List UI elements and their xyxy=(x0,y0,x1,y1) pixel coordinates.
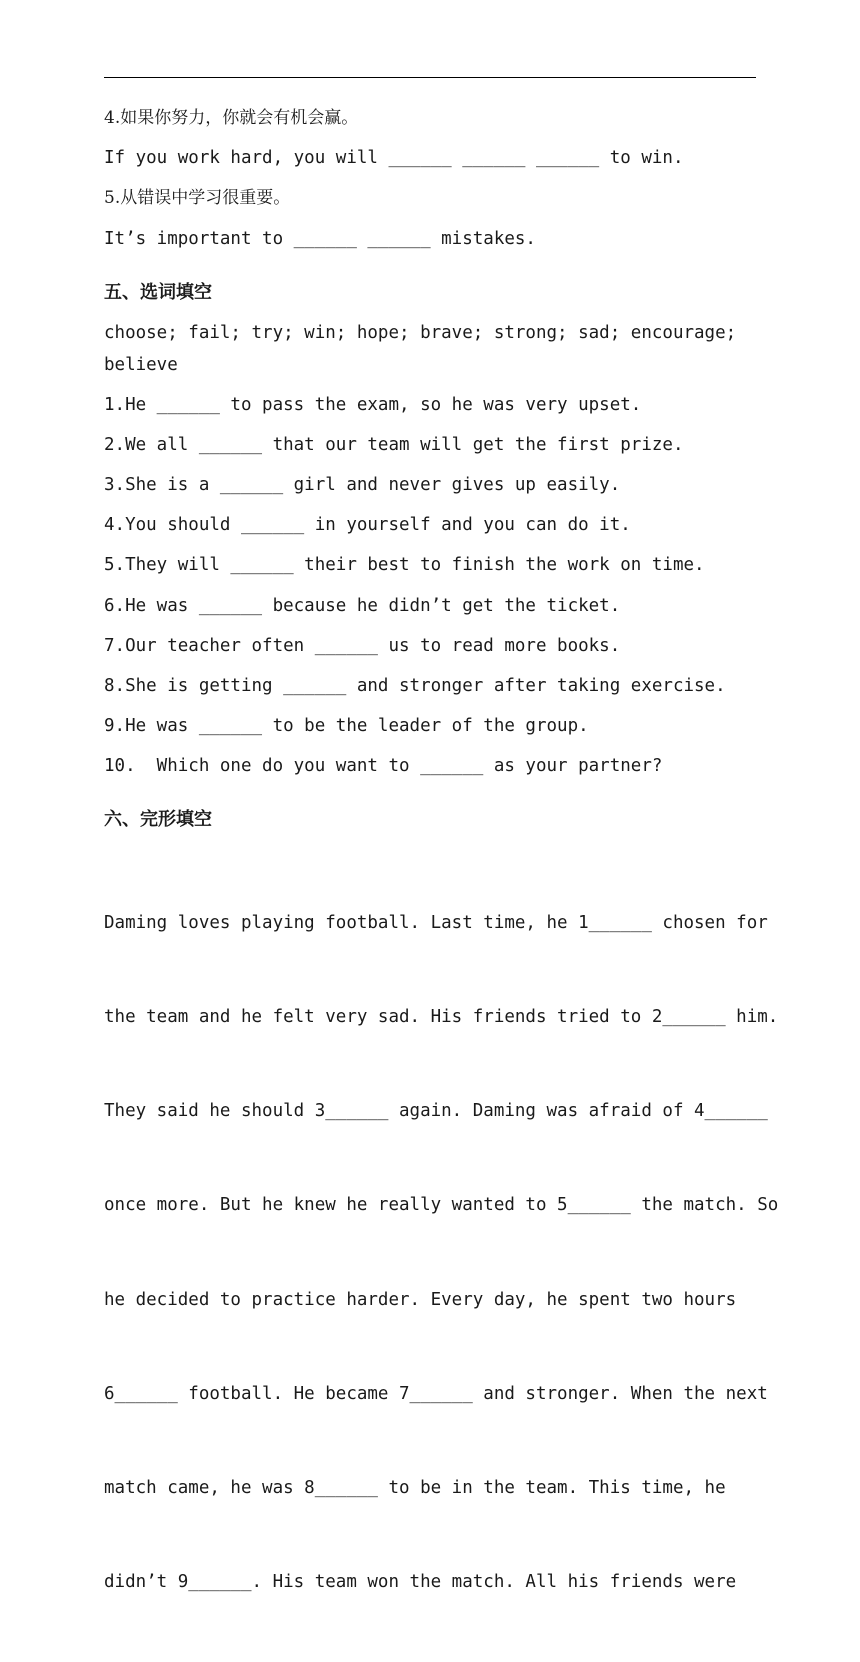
passage-line: 6______ football. He became 7______ and stronger. When the next xyxy=(104,1383,768,1404)
passage-line: the team and he felt very sad. His friends tried to 2______ him. xyxy=(104,1007,779,1028)
passage-line: They said he should 3______ again. Daming was afraid of 4______ xyxy=(104,1101,768,1122)
fill-item-5: 5.They will ______ their best to finish the work on time. xyxy=(104,555,705,575)
header-rule xyxy=(104,77,756,78)
fill-item-1: 1.He ______ to pass the exam, so he was very upset. xyxy=(104,395,642,415)
fill-item-4: 4.You should ______ in yourself and you can do it. xyxy=(104,515,631,535)
question-4-english: If you work hard, you will ______ ______ ______ to win. xyxy=(104,148,684,168)
section-5-heading: 五、选词填空 xyxy=(104,282,212,303)
fill-item-2: 2.We all ______ that our team will get the first prize. xyxy=(104,435,684,455)
fill-item-8: 8.She is getting ______ and stronger after taking exercise. xyxy=(104,676,726,696)
question-4-chinese: 4.如果你努力，你就会有机会赢。 xyxy=(104,108,359,128)
cloze-passage xyxy=(104,845,779,1662)
fill-item-6: 6.He was ______ because he didn’t get the ticket. xyxy=(104,596,621,616)
word-bank-line-1: choose; fail; try; win; hope; brave; strong; sad; encourage; xyxy=(104,323,737,343)
passage-line: Daming loves playing football. Last time, he 1______ chosen for xyxy=(104,912,768,933)
word-bank-line-2: believe xyxy=(104,355,178,375)
section-6-heading: 六、完形填空 xyxy=(104,809,212,830)
passage-line: match came, he was 8______ to be in the team. This time, he xyxy=(104,1478,726,1499)
fill-item-7: 7.Our teacher often ______ us to read more books. xyxy=(104,636,621,656)
fill-item-3: 3.She is a ______ girl and never gives up easily. xyxy=(104,475,621,495)
question-5-chinese: 5.从错误中学习很重要。 xyxy=(104,188,291,208)
passage-line: he decided to practice harder. Every day, he spent two hours xyxy=(104,1289,737,1310)
question-5-english: It’s important to ______ ______ mistakes. xyxy=(104,229,536,249)
fill-item-9: 9.He was ______ to be the leader of the group. xyxy=(104,716,589,736)
passage-line: didn’t 9______. His team won the match. All his friends were xyxy=(104,1572,737,1593)
passage-line: once more. But he knew he really wanted to 5______ the match. So xyxy=(104,1195,779,1216)
fill-item-10: 10. Which one do you want to ______ as your partner? xyxy=(104,756,663,776)
